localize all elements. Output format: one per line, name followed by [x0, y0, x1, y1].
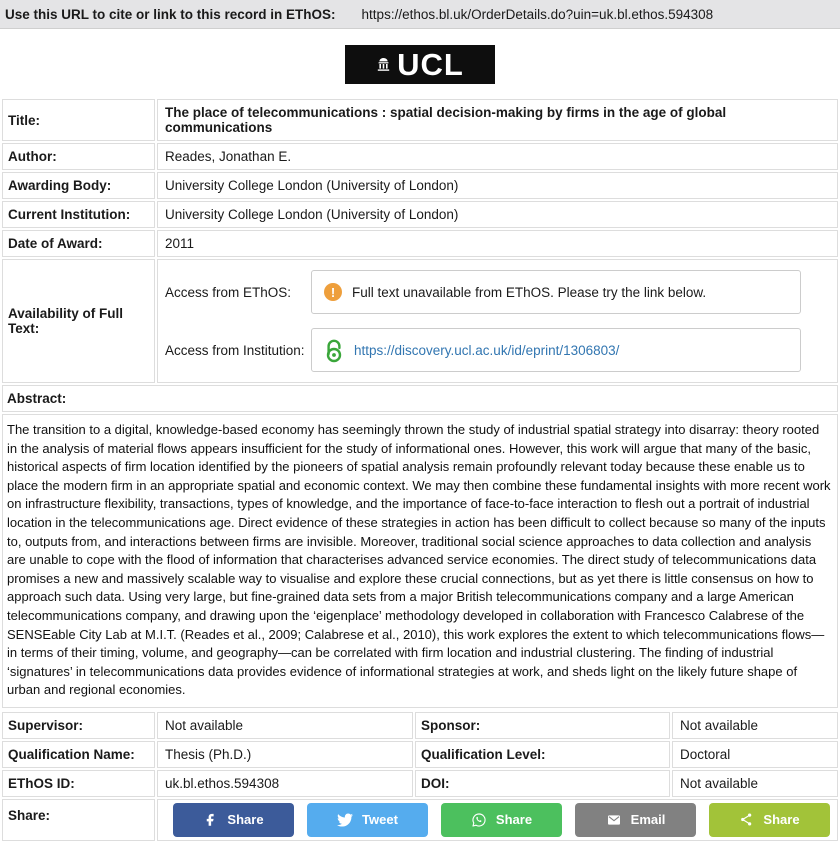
cite-bar	[0, 0, 840, 29]
abstract-heading-row	[2, 385, 838, 412]
qualification-name-label: Qualification Name:	[2, 741, 155, 768]
author-label: Author:	[2, 143, 155, 170]
share-whatsapp-button[interactable]: Share	[441, 803, 562, 837]
availability-label: Availability of Full Text:	[2, 259, 155, 383]
current-institution-label: Current Institution:	[2, 201, 155, 228]
doi-value: Not available	[672, 770, 838, 797]
record-row-availability	[2, 259, 838, 383]
share-facebook-button[interactable]: Share	[173, 803, 294, 837]
sponsor-label: Sponsor:	[415, 712, 670, 739]
record-row-awarding-body	[2, 172, 838, 199]
details-table	[0, 710, 840, 843]
author-value: Reades, Jonathan E.	[157, 143, 838, 170]
cite-url: https://ethos.bl.uk/OrderDetails.do?uin=uk.bl.ethos.594308	[361, 6, 714, 22]
twitter-icon	[337, 812, 353, 828]
ucl-portico-icon	[376, 58, 391, 72]
access-institution-label: Access from Institution:	[165, 342, 305, 358]
abstract-text: The transition to a digital, knowledge-based economy has seemingly thrown the study of industrial spatial strategy into disarray: theory rooted in the analysis of material flows appears insufficient for the study of informational ones. However, this work will argue that many of the basic, historical aspects of firm location identified by the pioneers of spatial analysis remain profoundly relevant today because these enable us to place the modern firm in an appropriate spatial and economic context. We may then combine these fundamental insights with more recent work on infrastructure flexibility, transactions, types of knowledge, and the importance of face-to-face interaction to flesh out a portrait of industrial location in the telecommunications age. Direct evidence of these strategies in action has been difficult to collect because so many of the inputs to, outputs from, and interactions between firms are invisible. Moreover, traditional social science approaches to data collection and analysis are unable to cope with the flood of information that characterises advanced service economies. The direct study of telecommunications data promises a new and massively scalable way to visualise and explore these crucial connections, but as yet there is little consensus on how to approach such data. Using very large, but fine-grained data sets from a major British telecommunications company and a large American telecommunications company, and drawing upon the ‘eigenplace’ methodology developed in collaboration with Francesco Calabrese of the SENSEable City Lab at M.I.T. (Reades et al., 2009; Calabrese et al., 2010), this work explores the extent to which telecommunications flows—in terms of their timing, volume, and geography—can be correlated with firm location and industrial clustering. The finding of industrial ‘signatures’ in telecommunications data provides evidence of informational strategies at work, and sheds light on the likely future shape of urban and regional economies.	[2, 414, 838, 708]
share-twitter-button[interactable]: Tweet	[307, 803, 428, 837]
open-access-icon	[324, 337, 344, 363]
record-row-current-institution	[2, 201, 838, 228]
record-table	[0, 97, 840, 710]
date-of-award-value: 2011	[157, 230, 838, 257]
whatsapp-icon	[471, 812, 487, 828]
email-icon	[606, 812, 622, 828]
record-row-date-of-award	[2, 230, 838, 257]
access-ethos-box	[311, 270, 801, 314]
institution-link[interactable]: https://discovery.ucl.ac.uk/id/eprint/1306803/	[354, 342, 620, 358]
share-nodes-icon	[739, 812, 754, 827]
ethos-id-label: EThOS ID:	[2, 770, 155, 797]
doi-label: DOI:	[415, 770, 670, 797]
access-institution-box	[311, 328, 801, 372]
access-ethos-message: Full text unavailable from EThOS. Please try the link below.	[352, 284, 707, 300]
record-row-title	[2, 99, 838, 141]
supervisor-value: Not available	[157, 712, 413, 739]
qualification-name-value: Thesis (Ph.D.)	[157, 741, 413, 768]
title-value: The place of telecommunications : spatial decision-making by firms in the age of global communications	[157, 99, 838, 141]
awarding-body-label: Awarding Body:	[2, 172, 155, 199]
date-of-award-label: Date of Award:	[2, 230, 155, 257]
supervisor-label: Supervisor:	[2, 712, 155, 739]
ucl-logo	[345, 45, 495, 84]
qualification-level-label: Qualification Level:	[415, 741, 670, 768]
title-label: Title:	[2, 99, 155, 141]
access-institution-row	[165, 328, 801, 372]
share-email-button[interactable]: Email	[575, 803, 696, 837]
ethos-id-value: uk.bl.ethos.594308	[157, 770, 413, 797]
share-generic-button[interactable]: Share	[709, 803, 830, 837]
ucl-logo-text: UCL	[397, 47, 464, 82]
sponsor-value: Not available	[672, 712, 838, 739]
share-label: Share:	[2, 799, 155, 841]
current-institution-value: University College London (University of London)	[157, 201, 838, 228]
facebook-icon	[203, 812, 218, 827]
share-row	[2, 799, 838, 841]
access-ethos-label: Access from EThOS:	[165, 284, 292, 300]
record-row-author	[2, 143, 838, 170]
access-ethos-row	[165, 270, 801, 314]
details-row-qualification	[2, 741, 838, 768]
abstract-label: Abstract:	[2, 385, 838, 412]
qualification-level-value: Doctoral	[672, 741, 838, 768]
details-row-ethos-id	[2, 770, 838, 797]
cite-bar-label: Use this URL to cite or link to this record in EThOS:	[5, 6, 336, 22]
warning-icon: !	[324, 283, 342, 301]
awarding-body-value: University College London (University of London)	[157, 172, 838, 199]
abstract-text-row	[2, 414, 838, 708]
details-row-supervisor	[2, 712, 838, 739]
